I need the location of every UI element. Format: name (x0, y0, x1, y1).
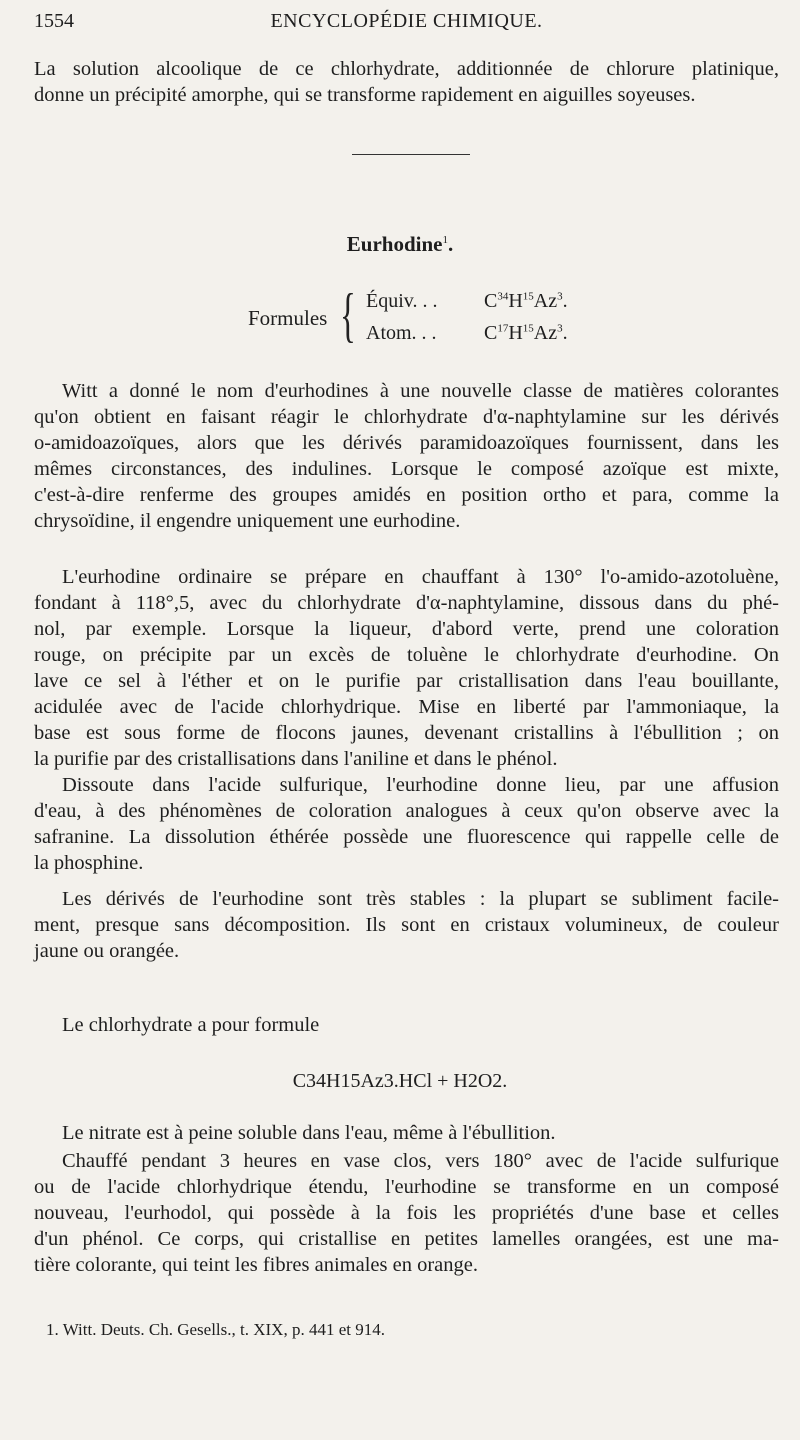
para4-line: jaune ou orangée. (34, 940, 180, 962)
para4-line: Les dérivés de l'eurhodine sont très stables : la plupart se subliment facile- (62, 888, 779, 910)
h-index: 15 (522, 290, 534, 303)
para1-line: o-amidoazoïques, alors que les dérivés paramidoazoïques fournissent, dans les (34, 432, 779, 454)
heading-suffix: . (447, 232, 454, 256)
formula-row-atom (366, 322, 568, 345)
az-index: 3 (557, 290, 563, 303)
para1-line: chrysoïdine, il engendre uniquement une eurhodine. (34, 510, 461, 532)
para5-line: d'un phénol. Ce corps, qui cristallise en petites lamelles orangées, est une ma- (34, 1228, 779, 1250)
intro-line: La solution alcoolique de ce chlorhydrate, additionnée de chlorure platinique, (34, 58, 779, 80)
c-index: 34 (497, 290, 509, 303)
formula-row-equiv (366, 290, 568, 313)
para1-line: mêmes circonstances, des indulines. Lorsque le composé azoïque est mixte, (34, 458, 779, 480)
running-header (34, 10, 779, 40)
footnote-ref: 1 (442, 234, 448, 246)
page-number: 1554 (34, 10, 74, 32)
para2-line: rouge, on précipite par un excès de toluène le chlorhydrate d'eurhodine. On (34, 644, 779, 666)
para2-line: acidulée avec de l'acide chlorhydrique. Mise en liberté par l'ammoniaque, la (34, 696, 779, 718)
para3-line: d'eau, à des phénomènes de coloration analogues à ceux qu'on observe avec la (34, 800, 779, 822)
para2-line: fondant à 118°,5, avec du chlorhydrate d'α-naphtylamine, dissous dans du phé- (34, 592, 779, 614)
footnote: 1. Witt. Deuts. Ch. Gesells., t. XIX, p. 441 et 914. (46, 1320, 385, 1339)
para2-line: L'eurhodine ordinaire se prépare en chauffant à 130° l'o-amido-azotoluène, (62, 566, 779, 588)
brace-glyph: { (340, 282, 356, 348)
heading-title: Eurhodine (346, 232, 443, 256)
chlorhydrate-line: Le chlorhydrate a pour formule (62, 1014, 320, 1036)
formula-value: $C^{34}H^{15}Az^3$. (484, 290, 568, 312)
para3-line: safranine. La dissolution éthérée possède une fluorescence qui rappelle celle de (34, 826, 779, 848)
para5-line: Le nitrate est à peine soluble dans l'eau, même à l'ébullition. (62, 1122, 556, 1144)
para1-line: qu'on obtient en faisant réagir le chlorhydrate d'α-naphtylamine sur les dérivés (34, 406, 779, 428)
para1-line: c'est-à-dire renferme des groupes amidés en position ortho et para, comme la (34, 484, 779, 506)
c-index: 17 (497, 322, 509, 335)
para2-line: base est sous forme de flocons jaunes, devenant cristallins à l'ébullition ; on (34, 722, 779, 744)
running-title: ENCYCLOPÉDIE CHIMIQUE. (270, 10, 543, 32)
para2-line: nol, par exemple. Lorsque la liqueur, d'abord verte, prend une coloration (34, 618, 779, 640)
section-heading (0, 232, 800, 257)
formula-kind: Atom. . . (366, 322, 437, 344)
az-index: 3 (557, 322, 563, 335)
formules-label: Formules (248, 306, 328, 330)
section-divider (352, 154, 470, 155)
para1-line: Witt a donné le nom d'eurhodines à une nouvelle classe de matières colorantes (62, 380, 779, 402)
para4-line: ment, presque sans décomposition. Ils sont en cristaux volumineux, de couleur (34, 914, 779, 936)
para3-line: Dissoute dans l'acide sulfurique, l'eurhodine donne lieu, par une affusion (62, 774, 779, 796)
para2-line: la purifie par des cristallisations dans l'aniline et dans le phénol. (34, 748, 558, 770)
para5-line: tière colorante, qui teint les fibres animales en orange. (34, 1254, 478, 1276)
para5-line: Chauffé pendant 3 heures en vase clos, vers 180° avec de l'acide sulfurique (62, 1150, 779, 1172)
intro-line: donne un précipité amorphe, qui se transforme rapidement en aiguilles soyeuses. (34, 84, 696, 106)
formula-value: $C^{17}H^{15}Az^3$. (484, 322, 568, 344)
para5-line: ou de l'acide chlorhydrique étendu, l'eurhodine se transforme en un composé (34, 1176, 779, 1198)
hcl-formula (0, 1070, 800, 1093)
formula-text: C34H15Az3.HCl + H2O2. (292, 1070, 508, 1092)
h-index: 15 (522, 322, 534, 335)
formula-kind: Équiv. . . (366, 290, 438, 312)
para3-line: la phosphine. (34, 852, 144, 874)
para5-line: nouveau, l'eurhodol, qui possède à la fois les propriétés d'une base et celles (34, 1202, 779, 1224)
para2-line: lave ce sel à l'éther et on le purifie par cristallisation dans l'eau bouillante, (34, 670, 779, 692)
